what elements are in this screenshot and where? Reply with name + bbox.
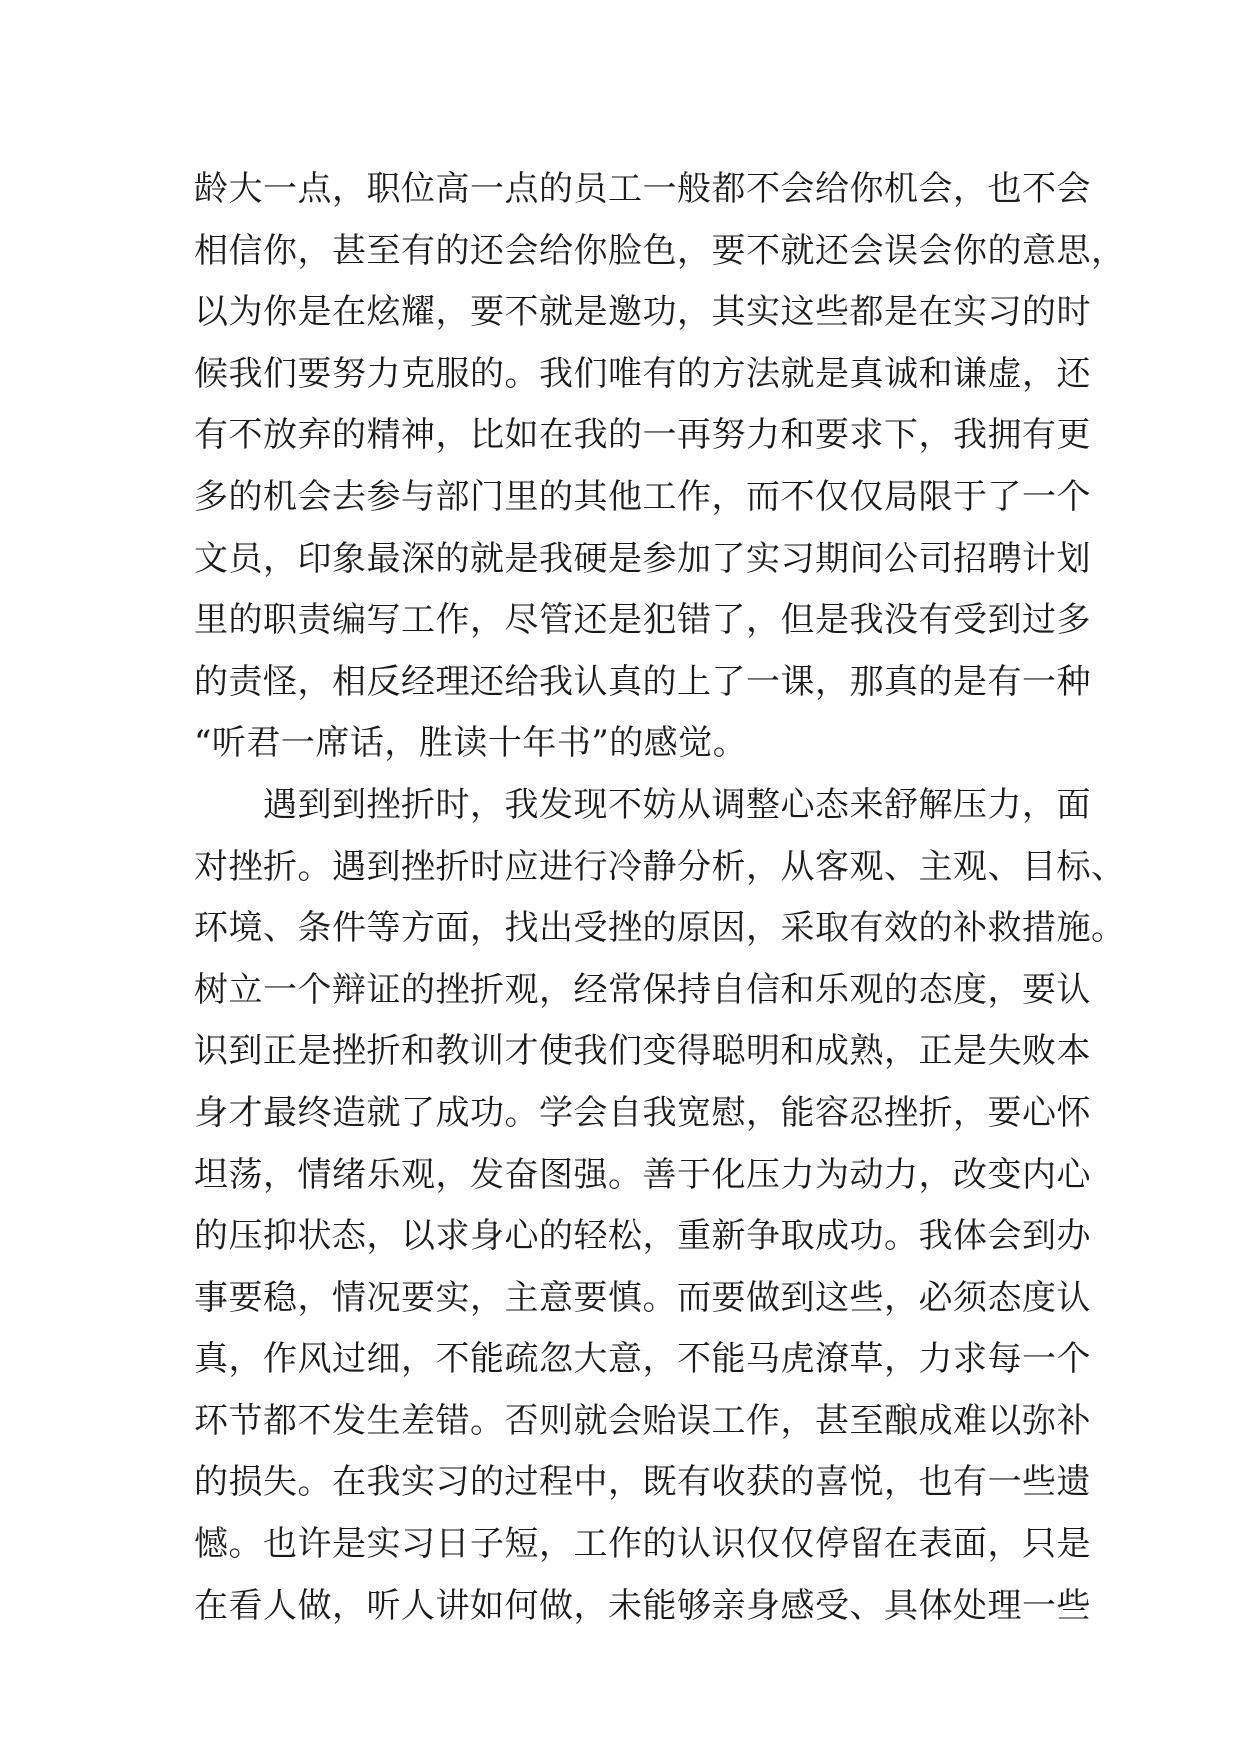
- text-line: 对挫折。遇到挫折时应进行冷静分析，从客观、主观、目标、: [194, 846, 1126, 887]
- text-line: 遇到到挫折时，我发现不妨从调整心态来舒解压力，面: [194, 784, 1091, 825]
- text-line: 坦荡，情绪乐观，发奋图强。善于化压力为动力，改变内心: [194, 1154, 1091, 1195]
- text-line: 环境、条件等方面，找出受挫的原因，采取有效的补救措施。: [194, 908, 1126, 949]
- text-line: 里的职责编写工作，尽管还是犯错了，但是我没有受到过多: [194, 600, 1091, 641]
- text-line: 的损失。在我实习的过程中，既有收获的喜悦，也有一些遗: [194, 1462, 1091, 1503]
- text-line: 在看人做，听人讲如何做，未能够亲身感受、具体处理一些: [194, 1585, 1091, 1626]
- body-text: [194, 159, 1126, 1637]
- text-line: 憾。也许是实习日子短，工作的认识仅仅停留在表面，只是: [194, 1524, 1091, 1565]
- text-line: 事要稳，情况要实，主意要慎。而要做到这些，必须态度认: [194, 1277, 1091, 1318]
- text-line: 的责怪，相反经理还给我认真的上了一课，那真的是有一种: [194, 661, 1091, 702]
- text-line: 龄大一点，职位高一点的员工一般都不会给你机会，也不会: [194, 169, 1091, 209]
- text-line: 有不放弃的精神，比如在我的一再努力和要求下，我拥有更: [194, 415, 1091, 456]
- text-line: 真，作风过细，不能疏忽大意，不能马虎潦草，力求每一个: [194, 1339, 1091, 1380]
- text-line: 环节都不发生差错。否则就会贻误工作，甚至酿成难以弥补: [194, 1400, 1091, 1441]
- text-line: 候我们要努力克服的。我们唯有的方法就是真诚和谦虚，还: [194, 353, 1091, 394]
- text-line: 树立一个辩证的挫折观，经常保持自信和乐观的态度，要认: [194, 969, 1091, 1010]
- text-line: 多的机会去参与部门里的其他工作，而不仅仅局限于了一个: [194, 476, 1091, 517]
- text-line: 识到正是挫折和教训才使我们变得聪明和成熟，正是失败本: [194, 1031, 1091, 1072]
- text-line: 的压抑状态，以求身心的轻松，重新争取成功。我体会到办: [194, 1216, 1091, 1257]
- text-line: 身才最终造就了成功。学会自我宽慰，能容忍挫折，要心怀: [194, 1092, 1091, 1133]
- text-line: 相信你，甚至有的还会给你脸色，要不就还会误会你的意思，: [194, 230, 1126, 271]
- text-line: “听君一席话，胜读十年书”的感觉。: [194, 723, 748, 764]
- text-line: 以为你是在炫耀，要不就是邀功，其实这些都是在实习的时: [194, 292, 1091, 333]
- text-line: 文员，印象最深的就是我硬是参加了实习期间公司招聘计划: [194, 538, 1091, 579]
